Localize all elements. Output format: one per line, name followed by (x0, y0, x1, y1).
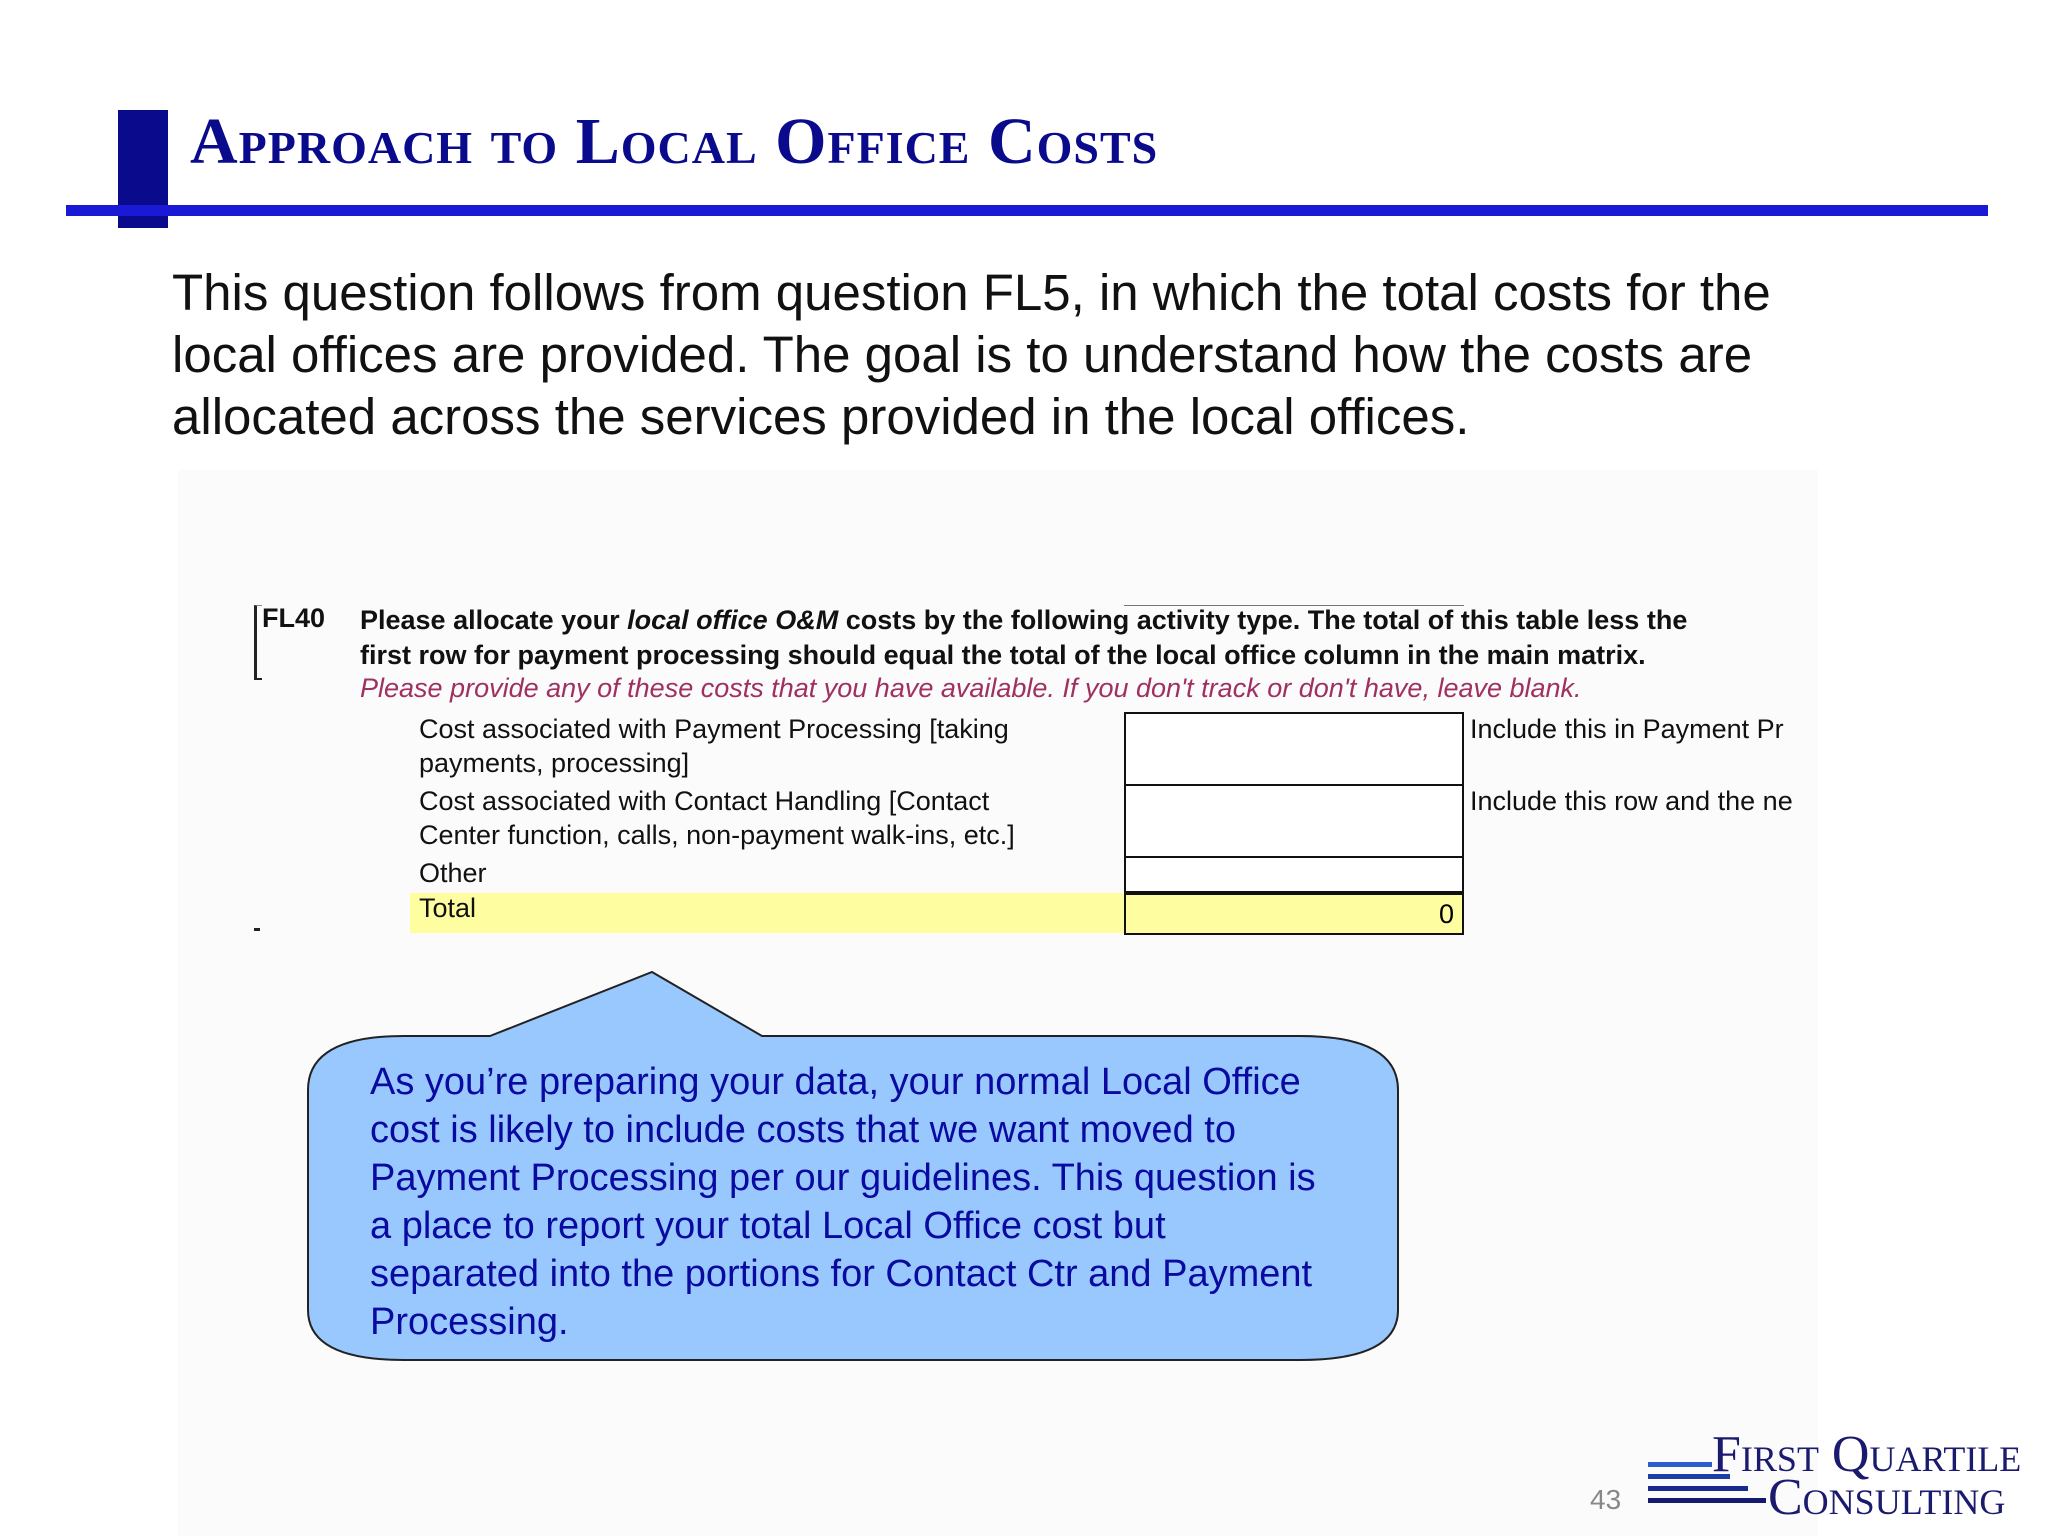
row-label-payment-processing: Cost associated with Payment Processing [taking payments, processing] (419, 714, 1009, 778)
question-text-line1: Please allocate your local office O&M costs by the following activity type. The total of this table less the (360, 605, 1688, 635)
row-label-contact-handling: Cost associated with Contact Handling [Contact Center function, calls, non-payment walk-ins, etc.] (419, 786, 1015, 850)
total-row-highlight (410, 893, 1124, 933)
side-note-contact-handling: Include this row and the ne (1470, 786, 1793, 816)
input-payment-processing[interactable] (1124, 712, 1464, 786)
total-value: 0 (1438, 899, 1454, 929)
question-bracket (254, 605, 262, 680)
side-note-payment-processing: Include this in Payment Pr (1470, 714, 1784, 744)
bracket-tick (254, 928, 260, 931)
logo-text-line1: First Quartile (1712, 1426, 2022, 1483)
title-underline-rule (66, 205, 1988, 216)
slide-title: Approach to Local Office Costs (190, 105, 1159, 178)
logo-text-line2: Consulting (1768, 1469, 2006, 1526)
question-code: FL40 (262, 603, 326, 633)
input-other[interactable] (1124, 856, 1464, 893)
question-note: Please provide any of these costs that you have available. If you don't track or don't have, leave blank. (360, 673, 1582, 703)
question-text-line2: first row for payment processing should equal the total of the local office column in the main matrix. (360, 640, 1646, 670)
intro-paragraph: This question follows from question FL5, in which the total costs for the local offices are provided. The goal is to understand how the costs are allocated across the services provided in the local offices. (172, 264, 1771, 445)
callout-text: As you’re preparing your data, your normal Local Office cost is likely to include costs that we want moved to Payment Processing per our guidelines. This question is a place to report your total Local Office cost but separated into the portions for Contact Ctr and Payment Processing. (370, 1061, 1316, 1343)
input-contact-handling[interactable] (1124, 784, 1464, 858)
total-value-cell (1124, 893, 1464, 935)
question-text (360, 603, 1810, 673)
total-label: Total (419, 893, 477, 923)
page-number: 43 (1590, 1484, 1622, 1515)
row-label-other: Other (419, 858, 487, 888)
